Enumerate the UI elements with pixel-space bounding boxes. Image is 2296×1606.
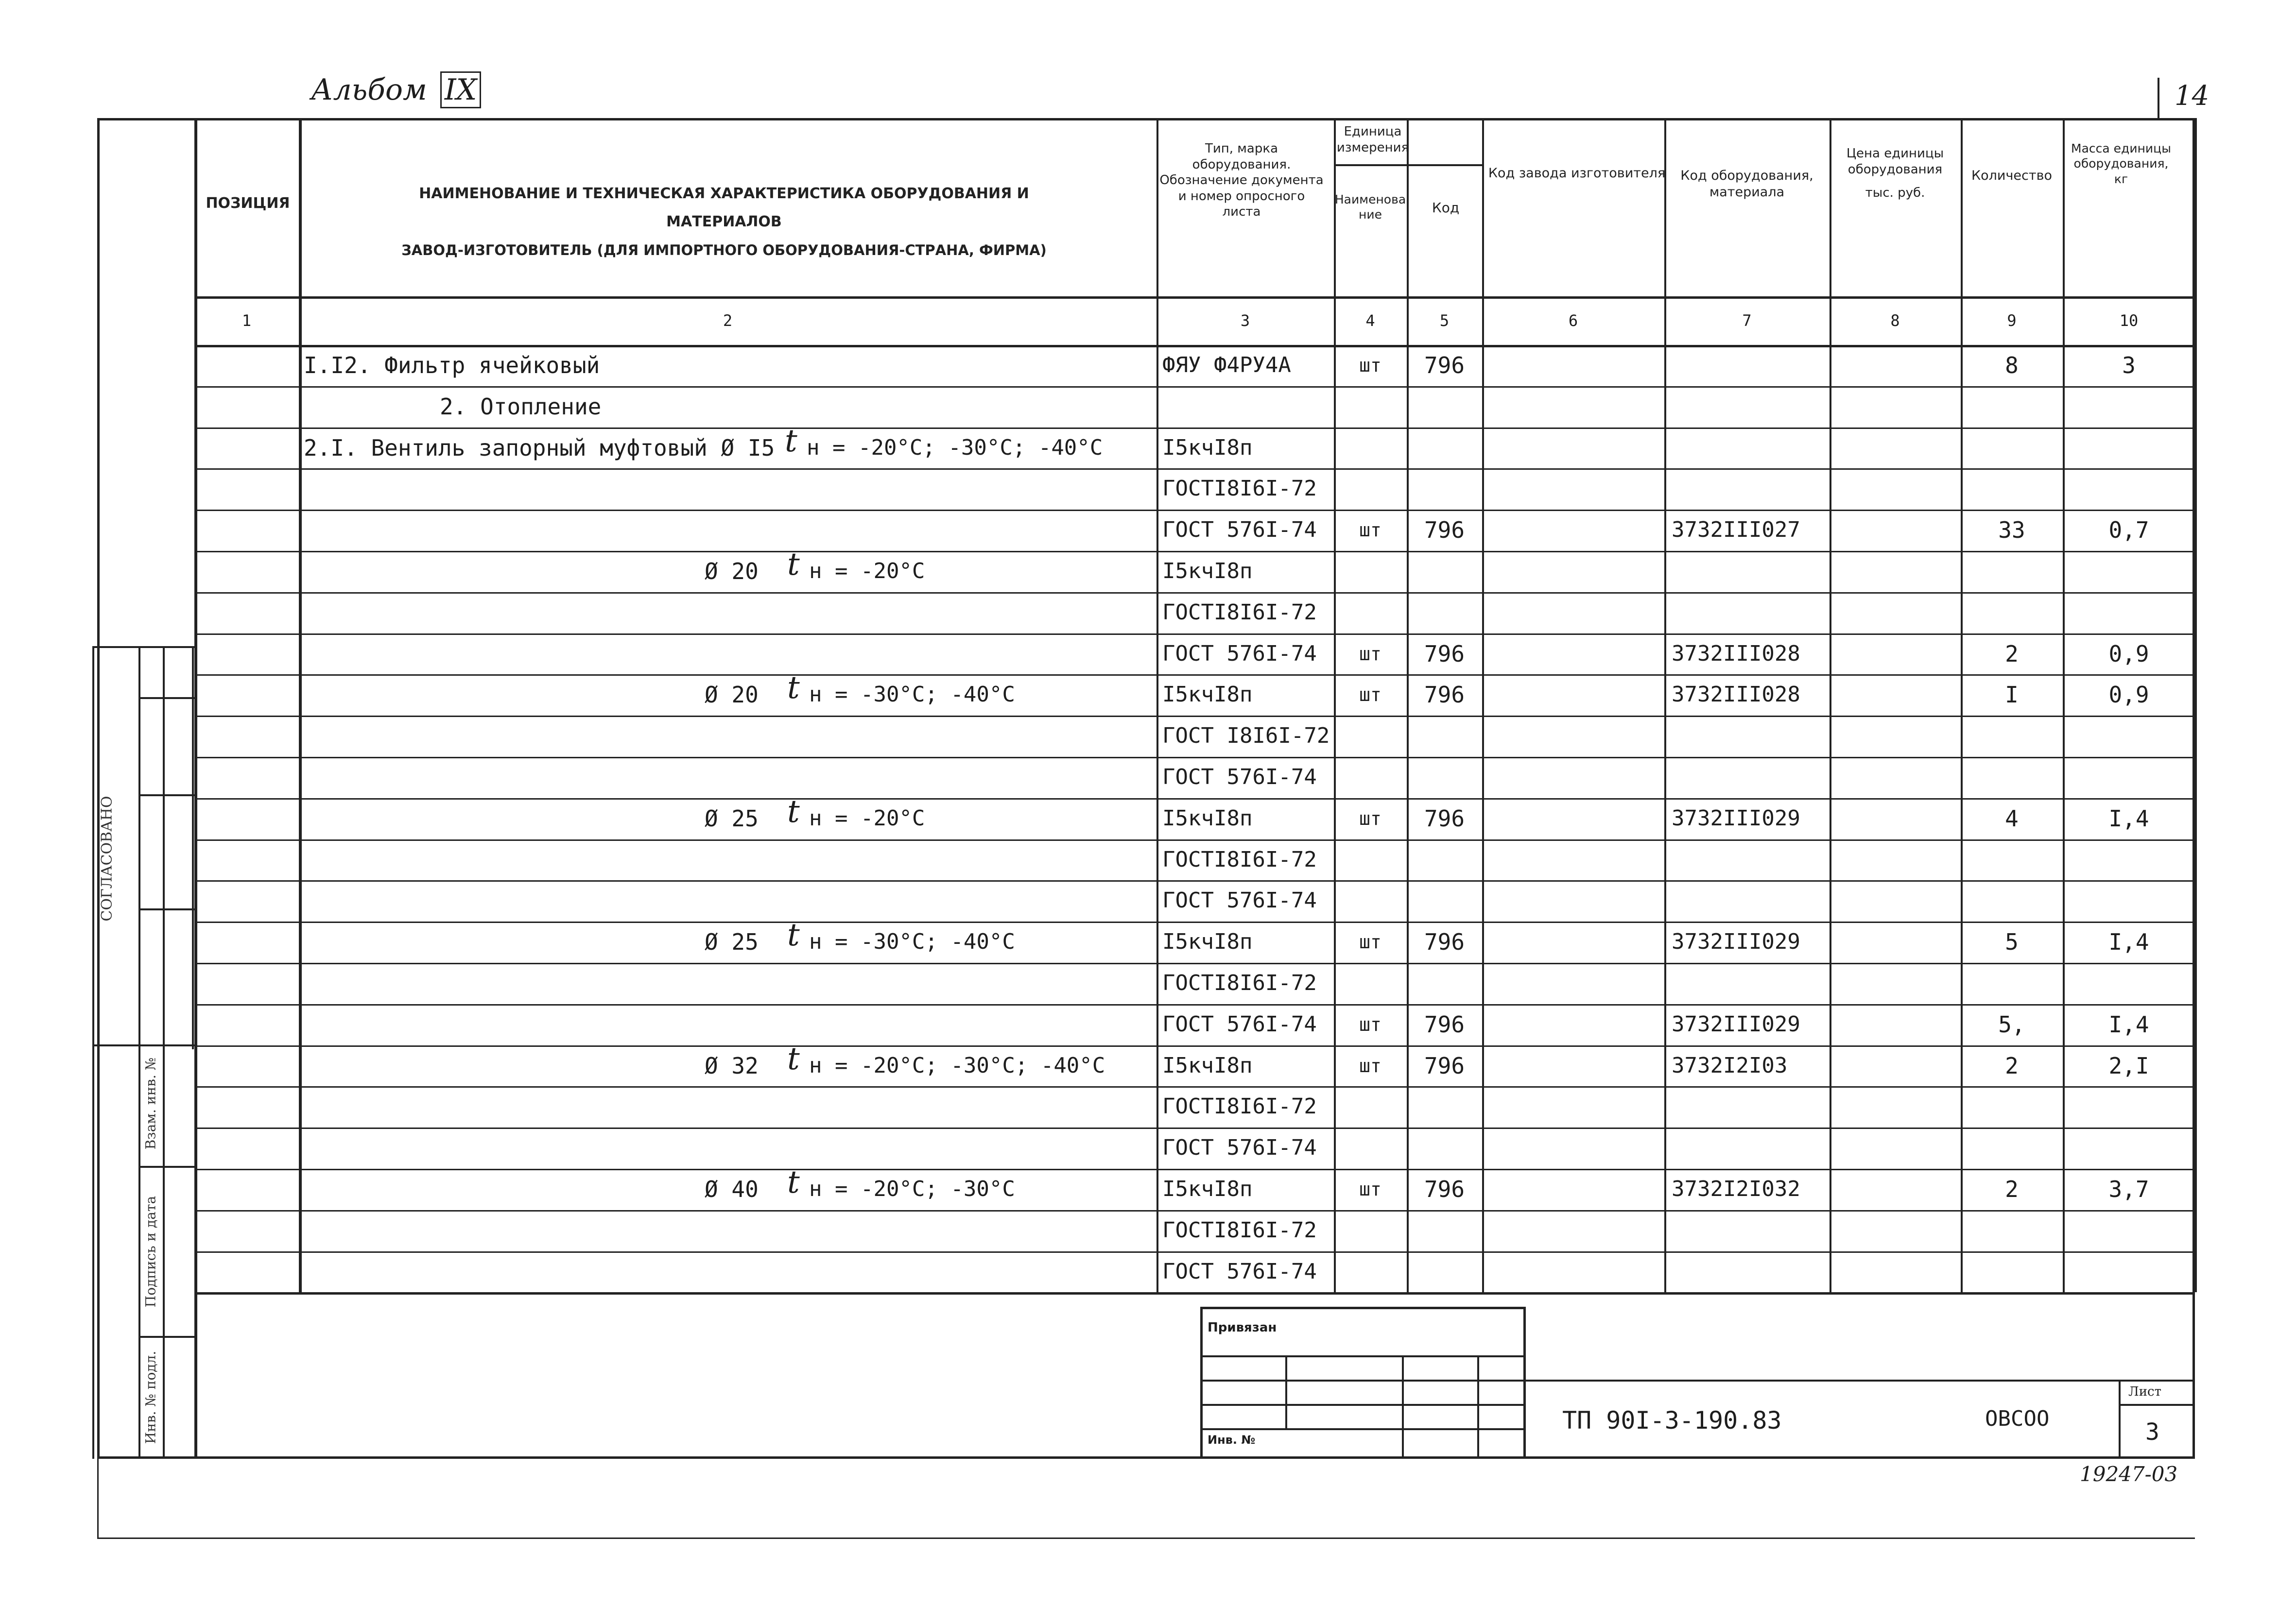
top-right-tick xyxy=(2158,78,2159,119)
cell-code: 796 xyxy=(1424,1176,1465,1202)
temperature-symbol: t xyxy=(785,423,797,459)
cell-type: I5кчI8п xyxy=(1162,559,1253,583)
cell-code: 796 xyxy=(1424,1011,1465,1038)
cell-temp: н = -20°С; -30°С; -40°С xyxy=(809,1053,1105,1078)
cell-temp: н = -20°С xyxy=(809,559,925,583)
column-number: 3 xyxy=(1240,311,1250,330)
row-line xyxy=(194,798,2195,800)
row-line xyxy=(194,386,2195,388)
corner-sheet-number: 14 xyxy=(2175,80,2210,112)
cell-code: 796 xyxy=(1424,352,1465,378)
row-line xyxy=(194,592,2195,594)
cell-qty: 33 xyxy=(1998,517,2025,544)
column-line xyxy=(299,118,302,1292)
row-line xyxy=(194,1292,2195,1295)
stamp-inv-orig: Инв. № подл. xyxy=(142,1350,159,1444)
header-name-line1: НАИМЕНОВАНИЕ И ТЕХНИЧЕСКАЯ ХАРАКТЕРИСТИКА ОБОРУДОВАНИЯ И xyxy=(419,185,1029,202)
row-line xyxy=(194,551,2195,552)
header-unit-code: Код xyxy=(1432,200,1460,216)
row-line xyxy=(194,510,2195,511)
column-number: 1 xyxy=(242,311,252,330)
stamp-agreed: СОГЛАСОВАНО xyxy=(98,796,116,922)
cell-type: ГОСТI8I6I-72 xyxy=(1162,1094,1317,1119)
cell-type: ГОСТI8I6I-72 xyxy=(1162,1217,1317,1243)
header-price-line1: Цена единицы оборудования xyxy=(1846,146,1944,177)
header-name-line2: МАТЕРИАЛОВ xyxy=(666,213,782,230)
cell-unit: шт xyxy=(1359,1013,1381,1035)
row-line xyxy=(194,345,2195,347)
row-line xyxy=(194,1004,2195,1006)
cell-name: 2.I. Вентиль запорный муфтовый Ø I5 xyxy=(304,434,775,461)
temperature-symbol: t xyxy=(787,917,800,954)
row-line xyxy=(194,674,2195,676)
stamp-inv-replace: Взам. инв. № xyxy=(142,1057,159,1150)
cell-type: ГОСТ 576I-74 xyxy=(1162,1011,1317,1037)
cell-mass: 0,7 xyxy=(2108,517,2149,544)
cell-code: 796 xyxy=(1424,1052,1465,1079)
column-number: 9 xyxy=(2007,311,2017,330)
column-number: 7 xyxy=(1742,311,1752,330)
cell-mass: 2,I xyxy=(2108,1052,2149,1079)
sheet-label: Лист xyxy=(2128,1384,2161,1399)
cell-type: I5кчI8п xyxy=(1162,805,1253,831)
cell-equip_code: 3732III029 xyxy=(1672,805,1800,831)
cell-unit: шт xyxy=(1359,807,1381,829)
row-line xyxy=(194,922,2195,923)
cell-qty: 2 xyxy=(2005,1052,2019,1079)
cell-unit: шт xyxy=(1359,1179,1381,1200)
cell-temp: н = -20°С; -30°С xyxy=(809,1177,1015,1201)
cell-mass: 0,9 xyxy=(2108,682,2149,708)
cell-type: ГОСТ 576I-74 xyxy=(1162,1135,1317,1161)
header-price-line2: тыс. руб. xyxy=(1865,186,1925,200)
header-mass: Масса единицы оборудования, кг xyxy=(2071,141,2171,186)
album-number: IX xyxy=(440,71,481,108)
row-line xyxy=(194,1169,2195,1170)
column-number: 2 xyxy=(723,311,733,330)
row-line xyxy=(194,1128,2195,1129)
cell-mass: I,4 xyxy=(2108,929,2149,956)
cell-type: ГОСТI8I6I-72 xyxy=(1162,847,1317,872)
cell-equip_code: 3732III029 xyxy=(1672,1011,1800,1037)
temperature-symbol: t xyxy=(787,670,800,706)
section-code: ОВСОО xyxy=(1985,1406,2050,1431)
album-label xyxy=(311,73,481,107)
cell-mass: I,4 xyxy=(2108,805,2149,832)
column-line xyxy=(1482,118,1484,1292)
cell-type: I5кчI8п xyxy=(1162,1177,1253,1201)
cell-type: ГОСТI8I6I-72 xyxy=(1162,971,1317,995)
binding-title: Привязан xyxy=(1208,1320,1277,1335)
header-position: ПОЗИЦИЯ xyxy=(206,195,290,212)
cell-type: I5кчI8п xyxy=(1162,1053,1253,1078)
column-number: 4 xyxy=(1365,311,1375,330)
cell-unit: шт xyxy=(1359,931,1381,953)
cell-equip_code: 3732III029 xyxy=(1672,929,1800,955)
column-number: 5 xyxy=(1439,311,1450,330)
cell-temp: н = -20°С; -30°С; -40°С xyxy=(807,435,1103,460)
cell-mass: 3 xyxy=(2122,352,2136,378)
stamp-sign-date: Подпись и дата xyxy=(142,1196,159,1308)
cell-name: I.I2. Фильтр ячейковый xyxy=(304,352,600,378)
cell-qty: 5 xyxy=(2005,929,2019,956)
cell-equip_code: 3732I2I03 xyxy=(1672,1053,1788,1078)
row-line xyxy=(194,1086,2195,1088)
cell-qty: 2 xyxy=(2005,1176,2019,1202)
cell-name: Ø 40 xyxy=(705,1176,759,1202)
cell-name: Ø 25 xyxy=(705,805,759,832)
column-line xyxy=(2195,118,2197,1292)
cell-qty: 2 xyxy=(2005,640,2019,667)
header-equipment-code: Код оборудования, материала xyxy=(1680,168,1813,200)
temperature-symbol: t xyxy=(787,793,800,830)
album-label-text: Альбом xyxy=(311,73,427,107)
row-line xyxy=(194,839,2195,841)
header-name xyxy=(301,180,1147,264)
cell-type: I5кчI8п xyxy=(1162,682,1253,707)
cell-unit: шт xyxy=(1359,643,1381,665)
cell-type: ГОСТ I8I6I-72 xyxy=(1162,723,1330,749)
column-number: 6 xyxy=(1568,311,1578,330)
column-line xyxy=(1664,118,1666,1292)
cell-code: 796 xyxy=(1424,805,1465,832)
doc-code: ТП 90I-3-190.83 xyxy=(1562,1406,1782,1435)
cell-unit: шт xyxy=(1359,355,1381,376)
row-line xyxy=(194,1210,2195,1212)
row-line xyxy=(194,427,2195,429)
cell-type: ГОСТI8I6I-72 xyxy=(1162,599,1317,625)
header-unit-name: Наименование xyxy=(1334,192,1406,222)
row-line xyxy=(194,468,2195,470)
cell-type: ГОСТ 576I-74 xyxy=(1162,517,1317,543)
cell-unit: шт xyxy=(1359,684,1381,706)
cell-mass: 3,7 xyxy=(2108,1176,2149,1202)
row-line xyxy=(194,716,2195,717)
row-line xyxy=(194,1045,2195,1047)
row-line xyxy=(194,633,2195,635)
row-line xyxy=(194,757,2195,758)
column-line xyxy=(1157,118,1158,1292)
cell-name: 2. Отопление xyxy=(440,393,602,420)
cell-type: ГОСТ 576I-74 xyxy=(1162,1259,1317,1284)
cell-mass: 0,9 xyxy=(2108,640,2149,667)
cell-code: 796 xyxy=(1424,517,1465,544)
cell-name: Ø 20 xyxy=(705,682,759,708)
row-line xyxy=(1334,164,1482,166)
cell-type: I5кчI8п xyxy=(1162,929,1253,955)
temperature-symbol: t xyxy=(787,1041,800,1077)
cell-unit: шт xyxy=(1359,1055,1381,1076)
cell-unit: шт xyxy=(1359,519,1381,541)
row-line xyxy=(194,1251,2195,1253)
header-name-line3: ЗАВОД-ИЗГОТОВИТЕЛЬ (ДЛЯ ИМПОРТНОГО ОБОРУДОВАНИЯ-СТРАНА, ФИРМА) xyxy=(401,242,1047,258)
cell-code: 796 xyxy=(1424,682,1465,708)
temperature-symbol: t xyxy=(787,547,800,582)
cell-mass: I,4 xyxy=(2108,1011,2149,1038)
cell-temp: н = -20°С xyxy=(809,805,925,831)
header-quantity: Количество xyxy=(1971,168,2053,183)
bottom-margin-line xyxy=(97,1538,2195,1539)
cell-qty: I xyxy=(2005,682,2019,708)
header-factory-code: Код завода изготовителя xyxy=(1488,166,1666,181)
row-line xyxy=(194,296,2195,299)
temperature-symbol: t xyxy=(787,1164,800,1200)
cell-name: Ø 25 xyxy=(705,929,759,956)
cell-equip_code: 3732III028 xyxy=(1672,682,1800,707)
cell-code: 796 xyxy=(1424,929,1465,956)
cell-qty: 8 xyxy=(2005,352,2019,378)
header-price xyxy=(1832,146,1958,201)
cell-qty: 5, xyxy=(1998,1011,2025,1038)
column-number: 10 xyxy=(2119,311,2139,330)
left-margin-line xyxy=(97,118,99,1538)
cell-equip_code: 3732I2I032 xyxy=(1672,1177,1800,1201)
cell-type: ГОСТ 576I-74 xyxy=(1162,765,1317,789)
cell-type: ГОСТ 576I-74 xyxy=(1162,641,1317,666)
binding-inv: Инв. № xyxy=(1208,1433,1256,1447)
cell-temp: н = -30°С; -40°С xyxy=(809,929,1015,955)
row-line xyxy=(194,880,2195,882)
cell-name: Ø 20 xyxy=(705,558,759,584)
column-number: 8 xyxy=(1890,311,1900,330)
cell-equip_code: 3732III027 xyxy=(1672,517,1800,543)
cell-type: ГОСТ 576I-74 xyxy=(1162,888,1317,913)
header-unit-group: Единица измерения xyxy=(1336,124,1409,155)
cell-type: I5кчI8п xyxy=(1162,435,1253,460)
row-line xyxy=(194,963,2195,964)
handwritten-note: 19247-03 xyxy=(2080,1462,2178,1486)
cell-type: ГОСТI8I6I-72 xyxy=(1162,476,1317,501)
cell-qty: 4 xyxy=(2005,805,2019,832)
column-line xyxy=(1830,118,1831,1292)
cell-name: Ø 32 xyxy=(705,1052,759,1079)
header-type: Тип, марка оборудования. Обозначение документа и номер опросного листа xyxy=(1159,141,1324,219)
cell-equip_code: 3732III028 xyxy=(1672,641,1800,666)
cell-code: 796 xyxy=(1424,640,1465,667)
cell-temp: н = -30°С; -40°С xyxy=(809,682,1015,707)
cell-type: ФЯУ Ф4РУ4А xyxy=(1162,353,1291,377)
sheet-number: 3 xyxy=(2145,1418,2159,1446)
